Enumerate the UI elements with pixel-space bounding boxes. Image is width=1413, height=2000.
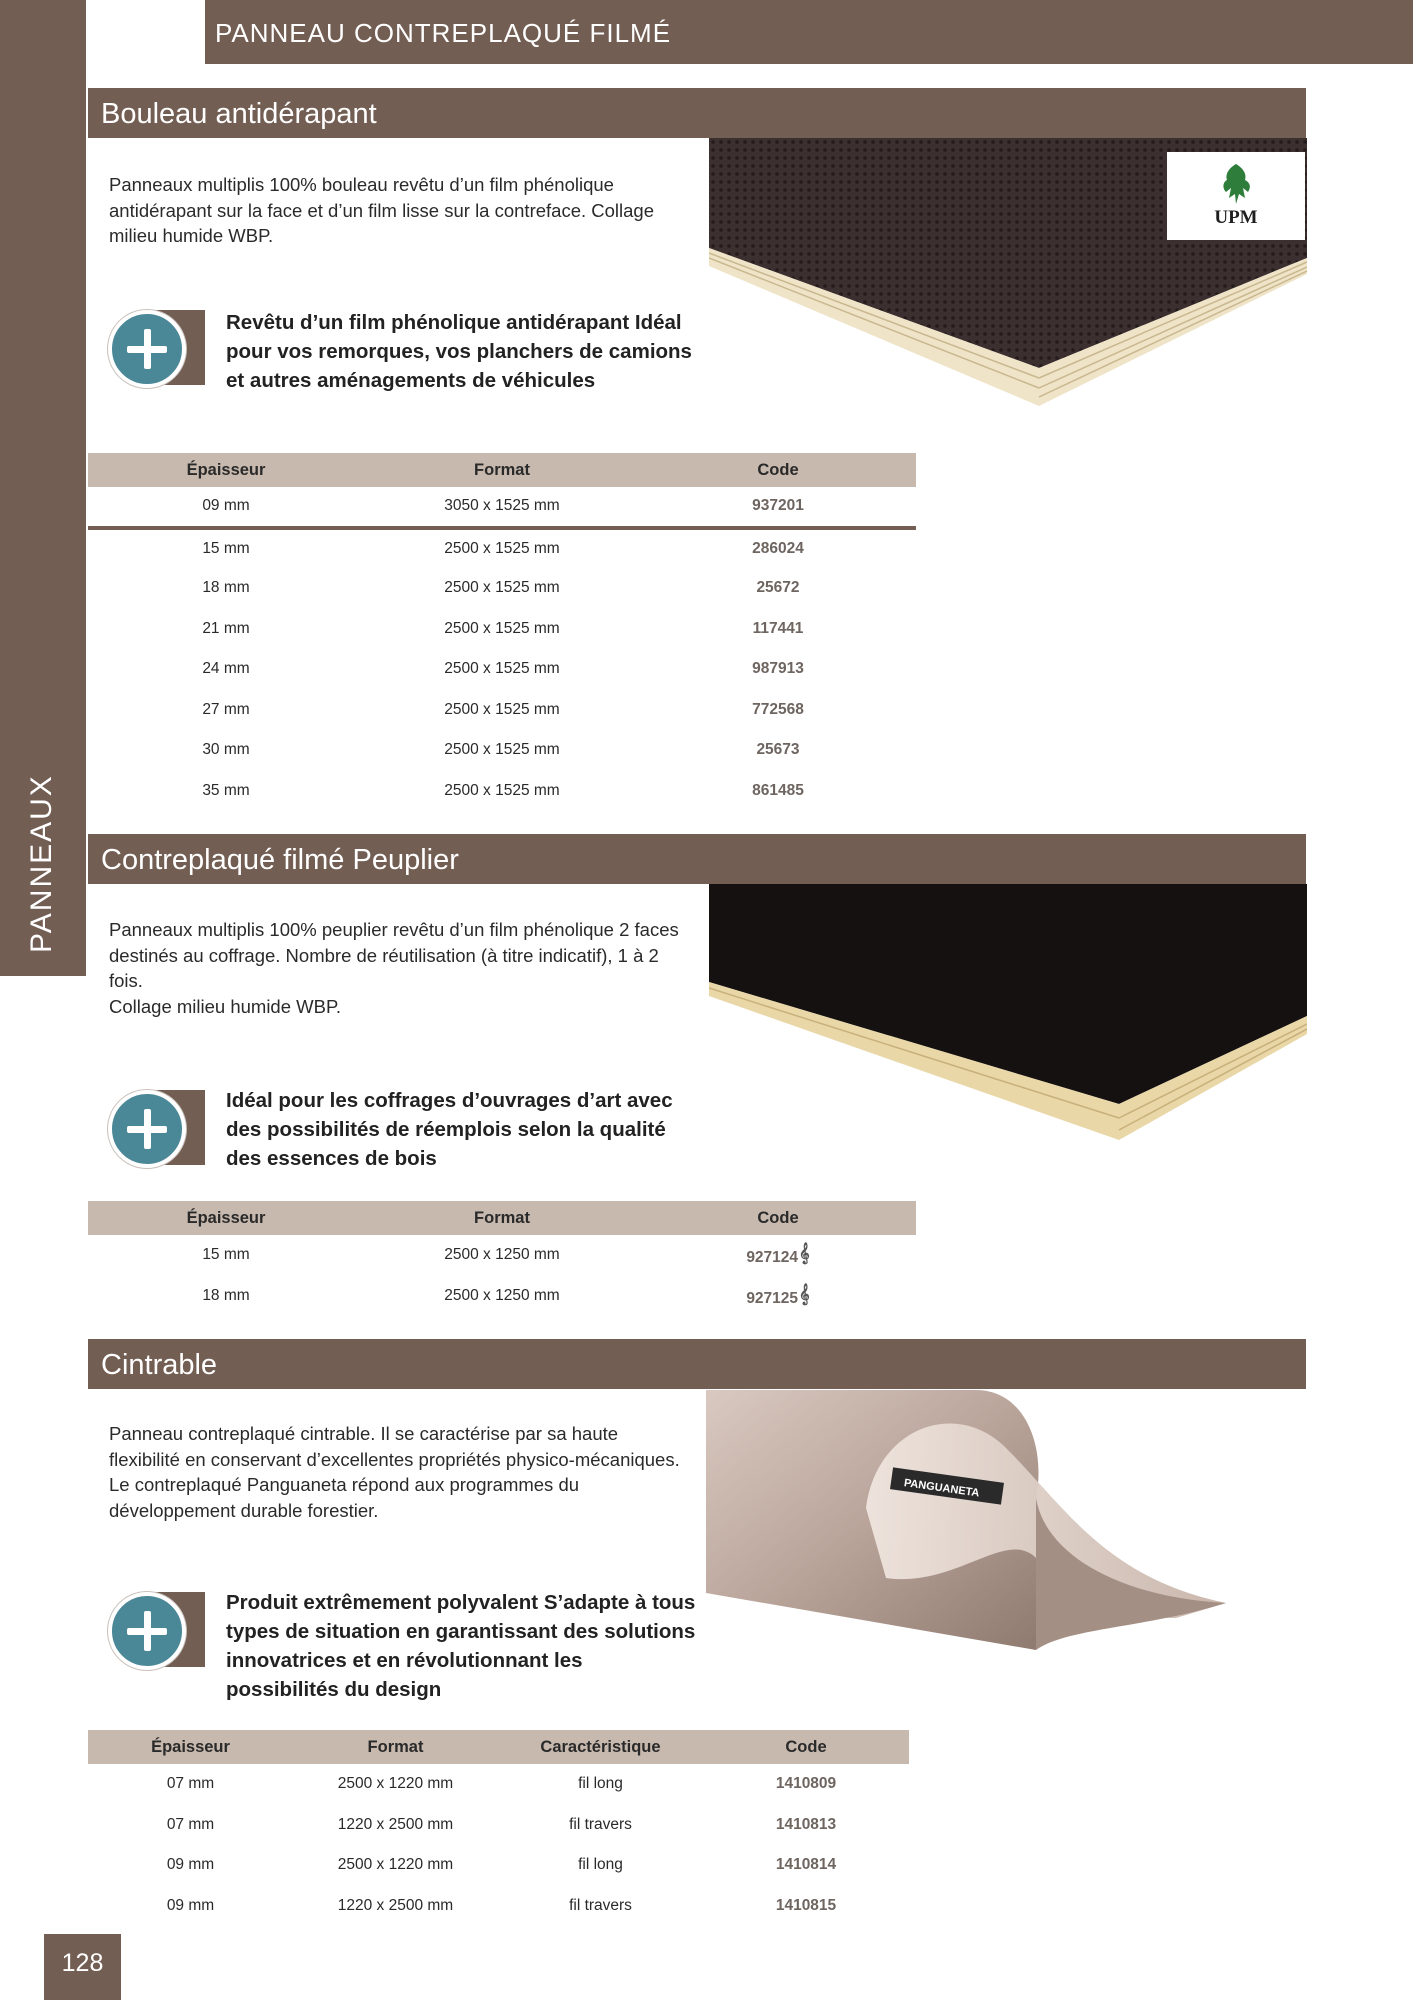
cell-thickness: 15 mm	[202, 1246, 250, 1264]
col-header: Épaisseur	[88, 453, 364, 487]
highlight-peuplier: Idéal pour les coffrages d’ouvrages d’art avec des possibilités de réemplois selon la qualité des essences de bois	[226, 1089, 673, 1170]
cell-format: 1220 x 2500 mm	[337, 1815, 454, 1833]
table-row	[88, 1845, 909, 1886]
table-row	[88, 1235, 916, 1276]
cell-thickness: 35 mm	[202, 781, 250, 799]
panguaneta-brand-label: PANGUANETA	[903, 1477, 981, 1500]
plus-icon	[108, 1090, 186, 1168]
page-title: PANNEAU CONTREPLAQUÉ FILMÉ	[205, 0, 1413, 64]
table-cintrable	[88, 1730, 909, 1926]
plus-badge	[108, 1592, 205, 1669]
cell-format: 2500 x 1525 mm	[444, 579, 560, 597]
plus-icon	[108, 1592, 186, 1670]
col-header: Format	[364, 1201, 640, 1235]
description-bouleau: Panneaux multiplis 100% bouleau revêtu d’un film phénolique antidérapant sur la face et d’un film lisse sur la contreface. Collage milieu humide WBP.	[109, 174, 655, 246]
cell-format: 2500 x 1525 mm	[444, 619, 560, 637]
col-header: Caractéristique	[498, 1730, 703, 1764]
cell-characteristic: fil travers	[569, 1896, 632, 1914]
cell-code: 772568	[752, 700, 804, 718]
section-title-bouleau: Bouleau antidérapant	[88, 88, 1306, 138]
plus-icon	[108, 310, 186, 388]
table-peuplier	[88, 1201, 916, 1316]
cell-format: 2500 x 1250 mm	[444, 1286, 560, 1304]
cell-characteristic: fil long	[578, 1856, 623, 1874]
peuplier-panel-photo	[709, 884, 1307, 1144]
col-header: Format	[364, 453, 640, 487]
col-header: Code	[703, 1730, 909, 1764]
description-line: Panneaux multiplis 100% peuplier revêtu d’un film phénolique 2 faces destinés au coffrage. Nombre de réutilisation (à titre indicatif), 1 à 2 fois.	[109, 919, 679, 991]
cell-thickness: 18 mm	[202, 579, 250, 597]
cell-format: 1220 x 2500 mm	[337, 1896, 454, 1914]
cell-code	[640, 1276, 916, 1317]
table-row	[88, 1805, 909, 1846]
table-row	[88, 487, 916, 528]
cell-code: 25673	[756, 741, 800, 759]
cell-code-text: 927125	[746, 1289, 799, 1307]
cell-thickness: 24 mm	[202, 660, 250, 678]
col-header: Épaisseur	[88, 1730, 293, 1764]
table-bouleau	[88, 453, 916, 811]
cell-characteristic: fil travers	[569, 1815, 632, 1833]
cell-code: 1410809	[775, 1775, 837, 1793]
cell-format: 2500 x 1220 mm	[337, 1775, 454, 1793]
cell-format: 2500 x 1525 mm	[444, 741, 560, 759]
plus-badge	[108, 1090, 205, 1167]
table-row	[88, 609, 916, 650]
plus-badge	[108, 310, 205, 387]
section-title-peuplier: Contreplaqué filmé Peuplier	[88, 834, 1306, 884]
table-row	[88, 568, 916, 609]
treble-clef-icon: 𝄞	[799, 1243, 810, 1264]
description-peuplier	[109, 917, 689, 1019]
cell-format: 2500 x 1525 mm	[444, 539, 560, 557]
cell-code: 937201	[640, 487, 916, 528]
table-row	[88, 690, 916, 731]
cell-format: 2500 x 1525 mm	[444, 700, 560, 718]
side-section-label: PANNEAUX	[25, 774, 58, 953]
cell-format: 2500 x 1525 mm	[444, 781, 560, 799]
cell-thickness: 09 mm	[88, 487, 364, 528]
table-row	[88, 771, 916, 812]
cell-code: 1410814	[775, 1856, 837, 1874]
cell-thickness: 07 mm	[166, 1815, 215, 1833]
section-title-cintrable: Cintrable	[88, 1339, 1306, 1389]
description-cintrable: Panneau contreplaqué cintrable. Il se caractérise par sa haute flexibilité en conservant d’excellentes propriétés physico-mécaniques. Le contreplaqué Panguaneta répond aux programmes du développement durable forestier.	[109, 1423, 680, 1521]
cell-code: 1410815	[775, 1896, 837, 1914]
cell-code: 1410813	[775, 1815, 837, 1833]
highlight-cintrable: Produit extrêmement polyvalent S’adapte à tous types de situation en garantissant des solutions innovatrices et en révolutionnant les possibilités du design	[226, 1591, 696, 1701]
cell-format: 2500 x 1525 mm	[444, 660, 560, 678]
cintrable-roll-photo	[706, 1388, 1226, 1650]
griffin-icon	[1219, 162, 1253, 206]
page-number: 128	[44, 1934, 121, 2000]
cell-format: 2500 x 1220 mm	[337, 1856, 454, 1874]
cell-code: 861485	[752, 781, 804, 799]
upm-logo	[1167, 152, 1305, 240]
cell-code: 987913	[752, 660, 804, 678]
cell-code	[640, 1235, 916, 1276]
table-row	[88, 730, 916, 771]
cell-code: 286024	[752, 539, 804, 557]
highlight-bouleau: Revêtu d’un film phénolique antidérapant Idéal pour vos remorques, vos planchers de camions et autres aménagements de véhicules	[226, 311, 692, 392]
cell-characteristic: fil long	[578, 1775, 623, 1793]
cell-thickness: 30 mm	[202, 741, 250, 759]
cell-code: 25672	[756, 579, 800, 597]
table-row	[88, 1764, 909, 1805]
cell-thickness: 18 mm	[202, 1286, 250, 1304]
table-row	[88, 528, 916, 569]
cell-thickness: 07 mm	[166, 1775, 215, 1793]
cell-code: 117441	[752, 619, 804, 637]
table-row	[88, 1886, 909, 1927]
col-header: Épaisseur	[88, 1201, 364, 1235]
cell-thickness: 21 mm	[202, 619, 250, 637]
col-header: Code	[640, 1201, 916, 1235]
treble-clef-icon: 𝄞	[799, 1283, 810, 1304]
table-row	[88, 649, 916, 690]
upm-logo-text: UPM	[1214, 207, 1258, 228]
description-line: Collage milieu humide WBP.	[109, 995, 342, 1017]
col-header: Code	[640, 453, 916, 487]
cell-format: 3050 x 1525 mm	[364, 487, 640, 528]
cell-format: 2500 x 1250 mm	[444, 1246, 560, 1264]
cell-thickness: 09 mm	[166, 1856, 215, 1874]
col-header: Format	[293, 1730, 498, 1764]
cell-thickness: 15 mm	[202, 539, 250, 557]
table-row	[88, 1276, 916, 1317]
cell-thickness: 09 mm	[166, 1896, 215, 1914]
cell-code-text: 927124	[746, 1249, 799, 1267]
cell-thickness: 27 mm	[202, 700, 250, 718]
